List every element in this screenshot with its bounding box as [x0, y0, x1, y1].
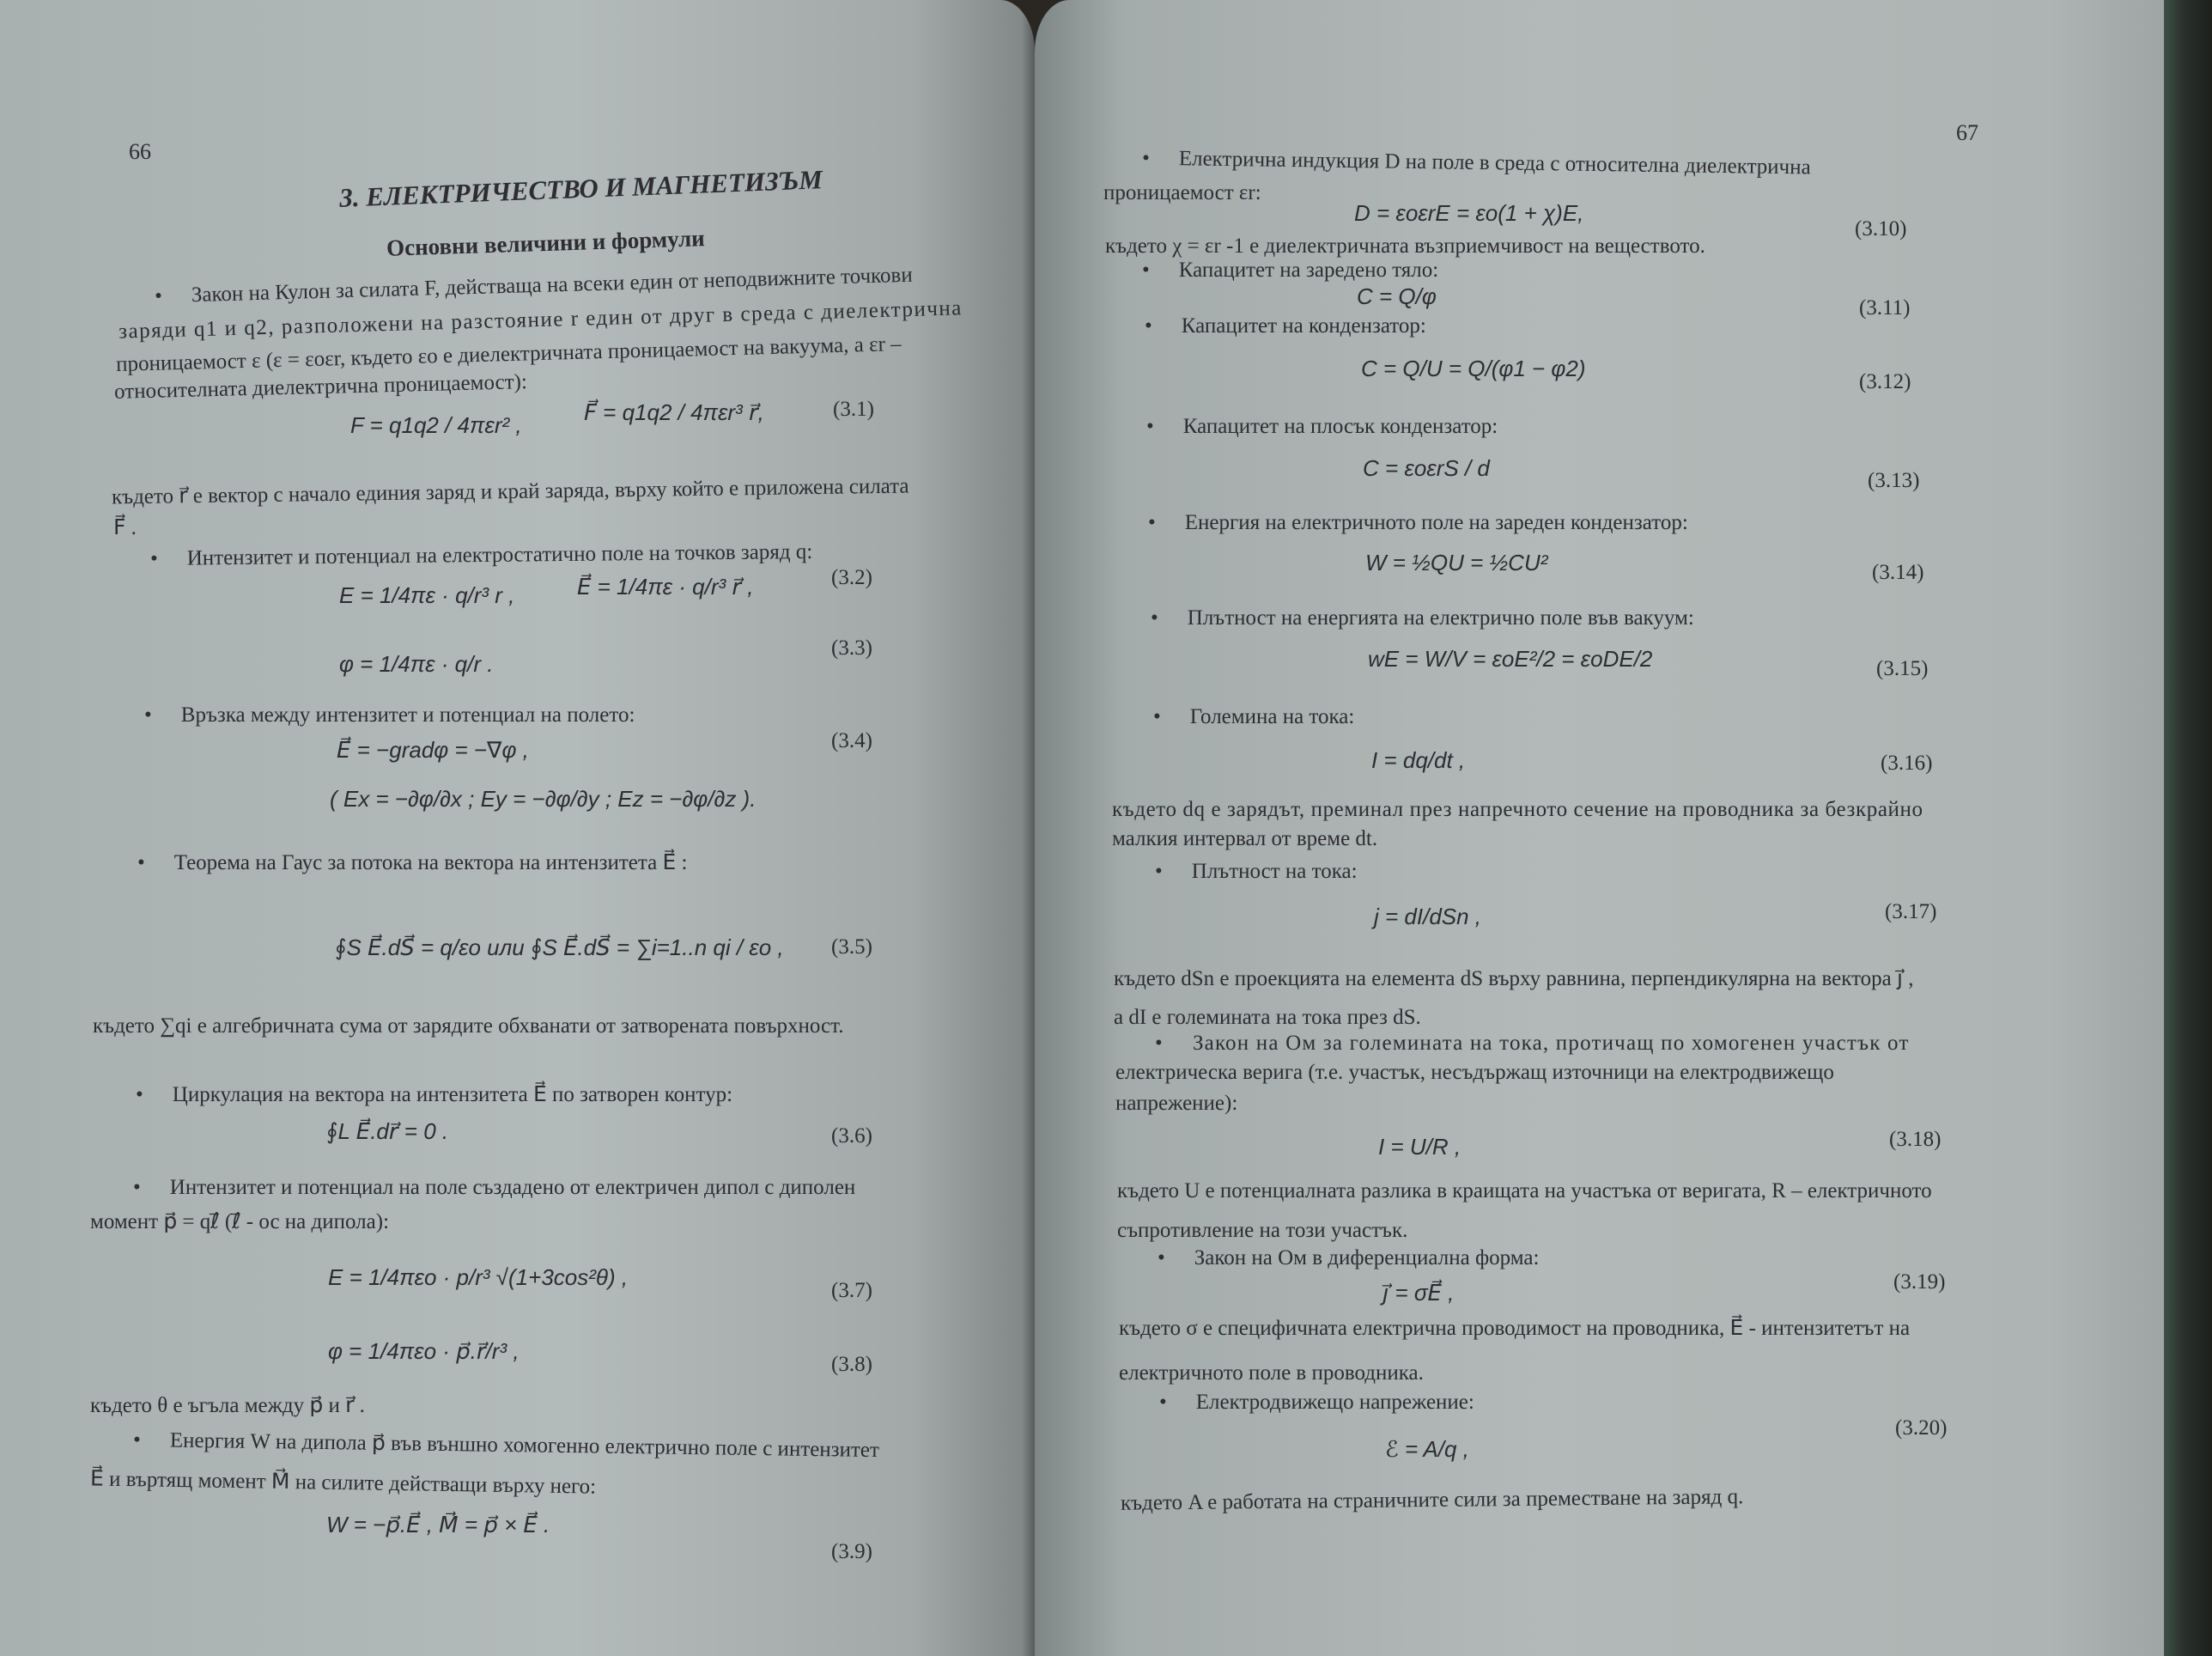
equation-number: (3.13) [1868, 469, 1920, 492]
paragraph-line: където r⃗ е вектор с начало единия заряд и край заряда, върху който е приложена силата [111, 474, 909, 509]
equation-number: (3.17) [1885, 900, 1937, 923]
formula: E = 1/4πε · q/r³ r , [339, 582, 515, 608]
paragraph-line: малкия интервал от време dt. [1112, 827, 1378, 850]
paragraph-line: където θ е ъгъла между p⃗ и r⃗ . [90, 1394, 365, 1417]
paragraph-line: • Енергия на електричното поле на зареден кондензатор: [1148, 510, 1688, 536]
formula: E⃗ = −gradφ = −∇φ , [337, 737, 529, 763]
equation-number: (3.3) [831, 636, 872, 660]
formula: F = q1q2 / 4πεr² , [350, 412, 522, 438]
equation-number: (3.19) [1893, 1270, 1946, 1294]
formula: φ = 1/4πεo · p⃗.r⃗/r³ , [328, 1338, 520, 1364]
equation-number: (3.12) [1859, 370, 1911, 393]
equation-number: (3.11) [1859, 296, 1911, 320]
paragraph-line: • Електрична индукция D на поле в среда с относителна диелектрична [1142, 146, 1811, 181]
formula: E = 1/4πεo · p/r³ √(1+3cos²θ) , [328, 1264, 629, 1290]
paragraph-line: • Теорема на Гаус за потока на вектора на интензитета E⃗ : [137, 850, 687, 876]
paragraph-line: заряди q1 и q2, разположени на разстояние r един от друг в среда с диелектрична [118, 296, 963, 344]
formula: φ = 1/4πε · q/r . [339, 651, 494, 677]
paragraph-line: E⃗ и въртящ момент M⃗ на силите действащи върху него: [89, 1467, 597, 1499]
page-number: 67 [1956, 120, 1978, 145]
paragraph-line: • Плътност на тока: [1155, 859, 1358, 885]
section-title: Основни величини и формули [386, 225, 706, 261]
left-page [0, 0, 1035, 1656]
paragraph-line: съпротивление на този участък. [1117, 1219, 1408, 1242]
formula: F⃗ = q1q2 / 4πεr³ r⃗, [584, 399, 764, 425]
paragraph-line: а dI е големината на тока през dS. [1114, 1006, 1421, 1029]
paragraph-line: където σ е специфичната електрична проводимост на проводника, E⃗ - интензитетът на [1119, 1317, 1911, 1340]
equation-number: (3.10) [1855, 217, 1907, 240]
background-edge [2164, 0, 2212, 1656]
paragraph-line: • Капацитет на кондензатор: [1145, 314, 1426, 339]
equation-number: (3.16) [1881, 752, 1933, 775]
equation-number: (3.4) [831, 729, 872, 752]
formula: ∮S E⃗.dS⃗ = q/εo или ∮S E⃗.dS⃗ = ∑i=1..n qi / εo , [335, 935, 784, 960]
paragraph-line: където U е потенциалната разлика в краищата на участъка от веригата, R – електричното [1117, 1179, 1932, 1202]
equation-number: (3.20) [1895, 1416, 1948, 1440]
equation-number: (3.2) [831, 566, 872, 589]
paragraph-line: където A е работата на страничните сили за преместване на заряд q. [1120, 1485, 1744, 1515]
paragraph-line: електричното поле в проводника. [1119, 1361, 1424, 1385]
equation-number: (3.5) [831, 935, 872, 959]
equation-number: (3.7) [831, 1279, 872, 1302]
paragraph-line: където ∑qi е алгебричната сума от зарядите обхванати от затворената повърхност. [93, 1014, 844, 1038]
paragraph-line: относителната диелектрична проницаемост): [113, 370, 528, 404]
paragraph-line: F⃗ . [113, 516, 137, 539]
formula: I = U/R , [1378, 1134, 1462, 1160]
paragraph-line: • Капацитет на плосък кондензатор: [1146, 414, 1498, 440]
paragraph-line: • Енергия W на дипола p⃗ във външно хомогенно електрично поле с интензитет [133, 1428, 879, 1464]
equation-number: (3.18) [1889, 1128, 1942, 1151]
equation-number: (3.6) [831, 1124, 872, 1148]
equation-number: (3.15) [1876, 657, 1929, 680]
paragraph-line: • Плътност на енергията на електрично поле във вакуум: [1151, 606, 1694, 631]
paragraph-line: • Връзка между интензитет и потенциал на полето: [144, 703, 635, 728]
formula: I = dq/dt , [1371, 747, 1466, 773]
equation-number: (3.9) [831, 1540, 872, 1563]
paragraph-line: момент p⃗ = qℓ⃗ (ℓ⃗ - ос на дипола): [90, 1210, 390, 1233]
paragraph-line: проницаемост ε (ε = εoεr, където εo е диелектричната проницаемост на вакуума, а εr – [115, 332, 902, 376]
equation-number: (3.8) [831, 1353, 872, 1376]
paragraph-line: проницаемост εr: [1103, 181, 1261, 204]
formula: C = Q/U = Q/(φ1 − φ2) [1361, 356, 1586, 381]
formula: j = dI/dSn , [1374, 904, 1482, 929]
paragraph-line: • Закон на Кулон за силата F, действаща на всеки един от неподвижните точкови [155, 263, 913, 310]
paragraph-line: електрическа верига (т.е. участък, несъдържащ източници на електродвижещо [1115, 1061, 1834, 1084]
paragraph-line: • Капацитет на заредено тяло: [1142, 258, 1438, 283]
formula: wE = W/V = εoE²/2 = εoDE/2 [1368, 646, 1653, 672]
paragraph-line: • Циркулация на вектора на интензитета E⃗ по затворен контур: [136, 1082, 732, 1108]
formula: j⃗ = σE⃗ , [1382, 1280, 1455, 1306]
paragraph-line: • Интензитет и потенциал на електростатично поле на точков заряд q: [150, 539, 812, 572]
paragraph-line: където χ = εr -1 е диелектричната възприемчивост на веществото. [1105, 234, 1705, 258]
right-page [1035, 0, 2164, 1656]
paragraph-line: където dq е зарядът, преминал през напречното сечение на проводника за безкрайно [1112, 798, 1923, 821]
formula: W = ½QU = ½CU² [1365, 550, 1548, 575]
paragraph-line: където dSn е проекцията на елемента dS върху равнина, перпендикулярна на вектора j⃗ , [1114, 967, 1914, 990]
paragraph-line: • Закон на Ом в диференциална форма: [1158, 1245, 1539, 1271]
paragraph-line: • Интензитет и потенциал на поле създадено от електричен дипол с диполен [133, 1175, 855, 1201]
equation-number: (3.1) [833, 398, 874, 421]
formula: C = εoεrS / d [1363, 455, 1490, 481]
formula: D = εoεrE = εo(1 + χ)E, [1354, 200, 1584, 226]
paragraph-line: • Големина на тока: [1153, 704, 1354, 730]
paragraph-line: напрежение): [1115, 1092, 1238, 1115]
page-number: 66 [129, 139, 151, 164]
chapter-title: 3. ЕЛЕКТРИЧЕСТВО И МАГНЕТИЗЪМ [338, 164, 823, 213]
formula: ℰ = A/q , [1385, 1436, 1469, 1462]
paragraph-line: • Електродвижещо напрежение: [1159, 1390, 1474, 1416]
formula: C = Q/φ [1357, 283, 1437, 309]
formula: W = −p⃗.E⃗ , M⃗ = p⃗ × E⃗ . [326, 1512, 550, 1537]
equation-number: (3.14) [1872, 561, 1924, 584]
formula: E⃗ = 1/4πε · q/r³ r⃗ , [577, 574, 754, 600]
paragraph-line: • Закон на Ом за големината на тока, протичащ по хомогенен участък от [1155, 1031, 1910, 1056]
formula: ∮L E⃗.dr⃗ = 0 . [326, 1118, 449, 1144]
formula: ( Ex = −∂φ/∂x ; Ey = −∂φ/∂y ; Ez = −∂φ/∂z ). [330, 786, 757, 812]
